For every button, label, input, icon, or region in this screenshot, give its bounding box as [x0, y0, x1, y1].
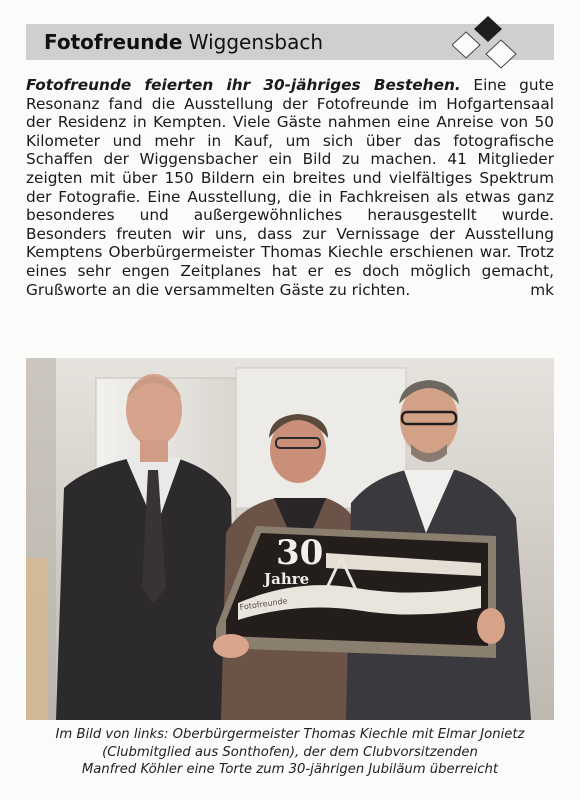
hand: [213, 634, 249, 658]
article-text: [26, 76, 554, 299]
hand: [477, 608, 505, 644]
background-person-left: [26, 558, 48, 720]
article-photo: [26, 358, 554, 720]
cake-small-text: Fotofreunde: [239, 596, 289, 612]
article-body: Eine gute Resonanz fand die Ausstellung der Fotofreunde im Hofgartensaal der Residenz in Kempten. Viele Gäste nahmen eine Anreise von 50 Kilometer und mehr in Kauf, um sich über das fotografische Schaffen der Wiggensbacher ein Bild zu machen. 41 Mitglieder zeigten mit über 150 Bildern ein breites und vielfältiges Spektrum der Fotografie. Eine Ausstellung, die in Fachkreisen als etwas ganz besonderes und außergewöhnliches herausgestellt wurde. Besonders freuten wir uns, dass zur Vernissage der Ausstellung Kemptens Oberbürgermeister Thomas Kiechle erschienen war. Trotz eines sehr engen Zeitplanes hat er es doch möglich gemacht, Grußworte an die versammelten Gäste zu richten.: [26, 76, 554, 299]
cake-number: 30: [276, 533, 324, 573]
photo-illustration: [26, 358, 554, 720]
cake-word: Jahre: [264, 570, 310, 588]
section-title: [44, 29, 323, 55]
photo-caption: [20, 726, 560, 779]
article-author: mk: [530, 280, 554, 299]
anniversary-cake: [216, 526, 496, 658]
section-title-bold: Fotofreunde: [44, 30, 183, 54]
club-logo-icon: [452, 16, 524, 70]
caption-line-2: (Clubmitglied aus Sonthofen), der dem Clubvorsitzenden: [102, 744, 478, 760]
caption-line-1: Im Bild von links: Oberbürgermeister Thomas Kiechle mit Elmar Jonietz: [55, 727, 525, 742]
article-lead: Fotofreunde feierten ihr 30-jähriges Bestehen.: [26, 76, 461, 94]
caption-line-3: Manfred Köhler eine Torte zum 30-jährigen Jubiläum überreicht: [81, 762, 499, 777]
section-title-regular: Wiggensbach: [188, 30, 324, 54]
